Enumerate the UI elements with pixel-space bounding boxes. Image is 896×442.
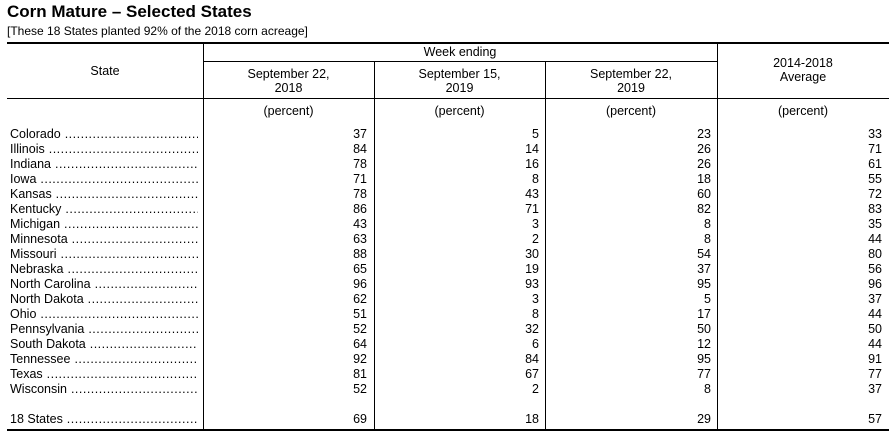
value-sep22-2019: 54 bbox=[697, 247, 711, 261]
value-sep22-2018: 96 bbox=[353, 277, 367, 291]
value-average: 35 bbox=[868, 217, 882, 231]
value-sep15-2019: 8 bbox=[532, 307, 539, 321]
week-ending-header: Week ending bbox=[423, 45, 497, 59]
value-average: 37 bbox=[868, 292, 882, 306]
value-sep22-2019: 8 bbox=[704, 232, 711, 246]
state-name: Missouri ..... bbox=[10, 247, 198, 262]
value-average: 44 bbox=[868, 337, 882, 351]
table-row bbox=[0, 337, 896, 352]
value-sep22-2019: 26 bbox=[697, 142, 711, 156]
value-sep22-2018: 63 bbox=[353, 232, 367, 246]
value-sep22-2019: 37 bbox=[697, 262, 711, 276]
value-average: 61 bbox=[868, 157, 882, 171]
value-sep22-2018: 37 bbox=[353, 127, 367, 141]
value-average: 55 bbox=[868, 172, 882, 186]
state-name: Minnesota ..... bbox=[10, 232, 198, 247]
state-name: Ohio ..... bbox=[10, 307, 198, 322]
table-row bbox=[0, 127, 896, 142]
state-name: Texas ..... bbox=[10, 367, 198, 382]
table-row bbox=[0, 187, 896, 202]
col4-header: 2014-2018 Average bbox=[773, 56, 833, 84]
state-name: Michigan ..... bbox=[10, 217, 198, 232]
value-sep22-2019: 77 bbox=[697, 367, 711, 381]
value-average: 44 bbox=[868, 307, 882, 321]
value-sep22-2018: 86 bbox=[353, 202, 367, 216]
state-name: Pennsylvania ..... bbox=[10, 322, 198, 337]
value-sep15-2019: 8 bbox=[532, 172, 539, 186]
table-subtitle: [These 18 States planted 92% of the 2018 corn acreage] bbox=[7, 24, 308, 38]
value-sep22-2018: 78 bbox=[353, 187, 367, 201]
value-sep22-2019: 5 bbox=[704, 292, 711, 306]
table-row bbox=[0, 322, 896, 337]
total-row bbox=[0, 412, 896, 427]
value-average: 33 bbox=[868, 127, 882, 141]
value-sep22-2019: 17 bbox=[697, 307, 711, 321]
value-average: 57 bbox=[868, 412, 882, 426]
state-name: North Carolina ..... bbox=[10, 277, 198, 292]
value-sep22-2019: 12 bbox=[697, 337, 711, 351]
table-row bbox=[0, 142, 896, 157]
table-row bbox=[0, 352, 896, 367]
header-bottom-rule bbox=[7, 98, 889, 99]
unit-label-col1: (percent) bbox=[263, 104, 314, 118]
table-row bbox=[0, 292, 896, 307]
table-row bbox=[0, 157, 896, 172]
value-sep15-2019: 84 bbox=[525, 352, 539, 366]
value-sep15-2019: 30 bbox=[525, 247, 539, 261]
col1-header: September 22, 2018 bbox=[247, 67, 330, 95]
value-sep22-2019: 18 bbox=[697, 172, 711, 186]
value-sep22-2019: 23 bbox=[697, 127, 711, 141]
week-ending-rule bbox=[203, 61, 717, 62]
unit-label-col3: (percent) bbox=[605, 104, 657, 118]
value-sep22-2019: 82 bbox=[697, 202, 711, 216]
table-row bbox=[0, 367, 896, 382]
value-sep15-2019: 19 bbox=[525, 262, 539, 276]
value-sep15-2019: 3 bbox=[532, 217, 539, 231]
value-sep15-2019: 67 bbox=[525, 367, 539, 381]
value-sep15-2019: 71 bbox=[525, 202, 539, 216]
table-title: Corn Mature – Selected States bbox=[7, 2, 252, 21]
col3-header: September 22, 2019 bbox=[590, 67, 672, 95]
value-sep22-2018: 52 bbox=[353, 382, 367, 396]
state-name: Colorado ..... bbox=[10, 127, 198, 142]
table-row bbox=[0, 307, 896, 322]
state-name: Nebraska ..... bbox=[10, 262, 198, 277]
value-sep22-2018: 52 bbox=[353, 322, 367, 336]
value-sep15-2019: 43 bbox=[525, 187, 539, 201]
state-name: Indiana ..... bbox=[10, 157, 198, 172]
value-sep22-2019: 95 bbox=[697, 277, 711, 291]
state-name: Kentucky ..... bbox=[10, 202, 198, 217]
table-row bbox=[0, 247, 896, 262]
table-row bbox=[0, 202, 896, 217]
value-sep22-2019: 26 bbox=[697, 157, 711, 171]
value-sep22-2018: 88 bbox=[353, 247, 367, 261]
state-name: North Dakota ..... bbox=[10, 292, 198, 307]
value-average: 71 bbox=[868, 142, 882, 156]
state-name: Wisconsin ..... bbox=[10, 382, 198, 397]
table-row bbox=[0, 262, 896, 277]
value-sep15-2019: 32 bbox=[525, 322, 539, 336]
state-header: State bbox=[90, 64, 120, 78]
value-sep22-2018: 69 bbox=[353, 412, 367, 426]
table-row bbox=[0, 232, 896, 247]
table-row bbox=[0, 277, 896, 292]
value-sep15-2019: 14 bbox=[525, 142, 539, 156]
value-sep22-2018: 92 bbox=[353, 352, 367, 366]
value-sep22-2019: 8 bbox=[704, 382, 711, 396]
value-sep15-2019: 93 bbox=[525, 277, 539, 291]
state-name: South Dakota ..... bbox=[10, 337, 198, 352]
value-sep22-2019: 50 bbox=[697, 322, 711, 336]
value-sep22-2018: 62 bbox=[353, 292, 367, 306]
value-average: 91 bbox=[868, 352, 882, 366]
value-sep22-2018: 71 bbox=[353, 172, 367, 186]
value-sep22-2018: 65 bbox=[353, 262, 367, 276]
col2-header: September 15, 2019 bbox=[418, 67, 501, 95]
value-sep15-2019: 3 bbox=[532, 292, 539, 306]
value-sep15-2019: 6 bbox=[532, 337, 539, 351]
value-sep15-2019: 2 bbox=[532, 382, 539, 396]
value-sep22-2018: 78 bbox=[353, 157, 367, 171]
value-sep22-2019: 8 bbox=[704, 217, 711, 231]
unit-label-col4: (percent) bbox=[777, 104, 829, 118]
value-average: 50 bbox=[868, 322, 882, 336]
value-sep22-2018: 84 bbox=[353, 142, 367, 156]
value-sep15-2019: 18 bbox=[525, 412, 539, 426]
value-average: 37 bbox=[868, 382, 882, 396]
state-name: Iowa ..... bbox=[10, 172, 198, 187]
bottom-rule bbox=[7, 429, 889, 431]
value-sep22-2018: 51 bbox=[353, 307, 367, 321]
value-average: 83 bbox=[868, 202, 882, 216]
state-name: Illinois ..... bbox=[10, 142, 198, 157]
value-sep22-2018: 81 bbox=[353, 367, 367, 381]
value-sep15-2019: 2 bbox=[532, 232, 539, 246]
state-name: Tennessee ..... bbox=[10, 352, 198, 367]
unit-label-col2: (percent) bbox=[434, 104, 485, 118]
state-name: Kansas ..... bbox=[10, 187, 198, 202]
value-average: 72 bbox=[868, 187, 882, 201]
value-sep22-2019: 60 bbox=[697, 187, 711, 201]
table-row bbox=[0, 172, 896, 187]
value-average: 80 bbox=[868, 247, 882, 261]
value-sep22-2018: 43 bbox=[353, 217, 367, 231]
value-average: 44 bbox=[868, 232, 882, 246]
table-row bbox=[0, 382, 896, 397]
value-sep22-2019: 95 bbox=[697, 352, 711, 366]
value-sep22-2018: 64 bbox=[353, 337, 367, 351]
state-name: 18 States ..... bbox=[10, 412, 198, 427]
value-average: 56 bbox=[868, 262, 882, 276]
value-sep15-2019: 5 bbox=[532, 127, 539, 141]
value-average: 77 bbox=[868, 367, 882, 381]
top-rule bbox=[7, 42, 889, 44]
table-row bbox=[0, 217, 896, 232]
value-sep15-2019: 16 bbox=[525, 157, 539, 171]
value-sep22-2019: 29 bbox=[697, 412, 711, 426]
value-average: 96 bbox=[868, 277, 882, 291]
